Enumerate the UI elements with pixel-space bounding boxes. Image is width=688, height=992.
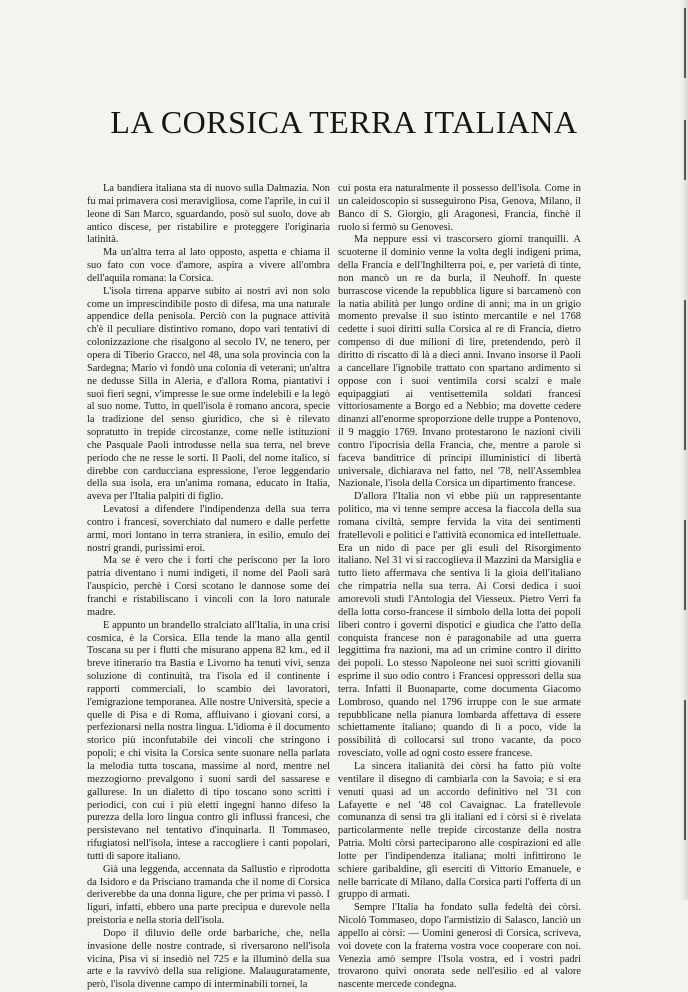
paragraph: E appunto un brandello stralciato all'Italia, in una crisi cosmica, è la Corsica. Ella tende la mano alla gentil Toscana su per i flutti che misurano appena 82 km., ed il breve itinerario tra Bastia e Livorno ha tenuti vivi, senza soluzione di continuità, tra l'isola ed il continente i rapporti commerciali, lo scambio dei lavoratori, l'emigrazione temporanea. Alle nostre Università, specie a quelle di Pisa e di Roma, affluivano i giovani corsi, a perfezionarsi nella nostra lingua. L'idioma è il documento storico più inconfutabile dei vincoli che stringono i popoli; e chi visita la Corsica sente suonare nella parlata la melodia tutta toscana, massime al nord, mentre nel mezzogiorno prevalgono i suoni sardi del sassarese e gallurese. In un dialetto di tipo toscano sono scritti i periodici, con cui i più eletti ingegni hanno difeso la purezza della loro lingua contro gli influssi francesi, che persistevano nel tentativo d'inquinarla. Il Tommaseo, rifugiatosi nell'isola, intese a raccogliere i canti popolari, tutti di sapore italiano. (87, 619, 330, 862)
article-title: LA CORSICA TERRA ITALIANA (110, 104, 578, 140)
right-column (338, 183, 581, 992)
paragraph: Dopo il diluvio delle orde barbariche, che, nella invasione delle nostre contrade, si riversarono nell'isola vicina, Pisa vi si insediò nel 725 e la illuminò della sua arte e la ravvivò della sua religione. Malauguratamente, però, l'isola divenne campo di interminabili tornei, la (87, 927, 330, 991)
edge-mark (684, 8, 686, 78)
paragraph: D'allora l'Italia non vi ebbe più un rappresentante politico, ma vi tenne sempre accesa la fiaccola della sua romana civiltà, sempre fervida la vita dei sentimenti fratellevoli e politici e l'attività economica ed intellettuale. Era un nido di pace per gli esuli del Risorgimento italiano. Nel 31 vi si raccoglieva il Mazzini da Marsiglia e tutto lieto affermava che sentiva li la gioia dell'italiano che rimpatria nella sua terra. Ai Corsi dedica i suoi amorevoli studi l'Antologia del Viesseux. Pietro Verri fa della lotta corso-francese il simbolo della lotta dei popoli liberi contro i governi dispotici e giudica che l'atto della conquista francese non è paragonabile ad una guerra leggittima fra nazioni, ma ad un crimine contro il diritto dei popoli. Lo stesso Napoleone nei suoi scritti giovanili esprime il suo odio contro i Francesi oppressori della sua terra. Infatti il Buonaparte, come documenta Giacomo Lombroso, quando nel 1796 irruppe con le sue armate repubblicane nella pianura lombarda affettava di essere schiettamente italiano; quando di lì a poco, vide la possibilità di collocarsi sul trono vacante, da poco rovesciato, volle ad ogni costo essere francese. (338, 491, 581, 760)
paragraph: La bandiera italiana sta di nuovo sulla Dalmazia. Non fu mai primavera così meravigliosa, come l'aprile, in cui il leone di San Marco, sguardando, posò sul suolo, dove ab antico discese, per ristabilire e proteggere l'originaria latinità. (87, 183, 330, 246)
paragraph: Levatosi a difendere l'indipendenza della sua terra contro i francesi, soverchiato dal numero e dalle perfette armi, morì lontano in terra straniera, in esilio, emulo dei nostri grandi, purissimi eroi. (87, 504, 330, 554)
paragraph: Sempre l'Italia ha fondato sulla fedeltà dei còrsi. Nicolò Tommaseo, dopo l'armistizio di Salasco, lanciò un appello ai còrsi: — Uomini generosi di Corsica, scriveva, voi dovete con la fraterna vostra voce cooperare con noi. Venezia amò sempre l'Isola vostra, ed i vostri padri trovarono quivi onorata sede nell'esilio ed al valore nascente mercede condegna. (338, 902, 581, 991)
paragraph: La sincera italianità dei còrsi ha fatto più volte ventilare il disegno di cambiarla con la Savoia; e si era venuti quasi ad un accordo definitivo nel '31 con Lafayette e nel '48 col Cavaignac. La fratellevole comunanza di sensi tra gli italiani ed i còrsi si è rivelata particolarmente nelle trepide circostanze della nostra Patria. Molti còrsi parteciparono alle cospirazioni ed alle lotte per l'indipendenza italiana; molti infittirono le schiere garibaldine, gli eserciti di Vittorio Emanuele, e nelle barricate di Milano, dalla Corsica partì l'offerta di un gruppo di armati. (338, 760, 581, 901)
paragraph: Ma se è vero che i forti che periscono per la loro patria diventano i numi indigeti, il nome del Paoli sarà l'auspicio, perchè i Corsi scotano le dannose some dei franchi e ristabiliscano i vincoli con la loro naturale madre. (87, 555, 330, 618)
edge-mark (684, 300, 686, 450)
paragraph: L'isola tirrena apparve subito ai nostri avi non solo come un imprescindibile posto di difesa, ma una naturale appendice della penisola. Perciò con la pugnace attività ch'è il peculiare distintivo romano, dopo vari tentativi di colonizzazione che risalgono al secolo IV, ne tenero, per opera di Tiberio Gracco, nel 48, una sola provincia con la Sardegna; Mario vi fondò una colonia di veterani; un'altra ne dedusse Silla in Aleria, e d'allora Roma, piantativi i suoi fieri segni, v'impresse le sue orme indelebili e la legò al suo nome. Tutto, in quell'isola è romano ancora, specie la tradizione del senso giuridico, che si è rilevato sopratutto in trepide circostanze, come nelle istituzioni che Pasquale Paoli introdusse nella sua terra, nel breve periodo che ne resse le sorti. Il Paoli, del nome italico, si direbbe con carducciana espressione, l'eroe leggendario della sua isola, era un'anima romana, educato in Italia, aveva per l'Italia palpiti di figlio. (87, 285, 330, 503)
left-column (87, 183, 330, 992)
edge-mark (684, 520, 686, 610)
edge-mark (684, 700, 686, 840)
paragraph: Ma un'altra terra al lato opposto, aspetta e chiama il suo fato con voce d'amore, aspira a vivere all'ombra dell'aquila romana: la Corsica. (87, 247, 330, 284)
paragraph: Già una leggenda, accennata da Sallustio e riprodotta da Isidoro e da Prisciano tramanda che il nome di Corsica deriverebbe da una donna ligure, che per prima vi passò. I liguri, infatti, ebbero una parte precipua e durevole nella preistoria e nella storia dell'isola. (87, 863, 330, 927)
paragraph: Ma neppure essi vi trascorsero giorni tranquilli. A scuoterne il dominio venne la volta degli indigeni prima, della Francia e dell'Inghilterra poi, e, per varietà di tinte, non mancò un re da burla, il Neuhoff. In queste burrascose vicende la repubblica ligure si barcamenò con la natia abilità per lungo ordine di anni; ma in un grigio momento prevalse il suo istinto mercantile e nel 1768 cedette i suoi diritti sulla Corsica al re di Francia, dietro compenso di due milioni di lire, pretendendo, però il diritto di riscatto di là a dieci anni. Invano insorse il Paoli a cancellare l'ignobile trattato con spartano ardimento si oppose con i suoi ventimila corsi scalzi e male equipaggiati ai ventisettemila soldati francesi vittoriosamente a Borgo ed a Nebbio; ma dovette cedere dinanzi all'enorme sproporzione delle truppe a Pontenovo, il 9 maggio 1769. Invano protestarono le nazioni civili contro l'ipocrisia della Francia, che, mentre a parole si faceva banditrice di principi illuministici di libertà universale, dichiarava nel fatto, nel '78, nell'Assemblea Nazionale, l'isola della Corsica un dipartimento francese. (338, 234, 581, 490)
paragraph: cui posta era naturalmente il possesso dell'isola. Come in un caleidoscopio si susseguirono Pisa, Genova, Milano, il Banco di S. Giorgio, gli Aragonesi, Francia, finchè il ruolo si fermò su Genovesi. (338, 183, 581, 233)
